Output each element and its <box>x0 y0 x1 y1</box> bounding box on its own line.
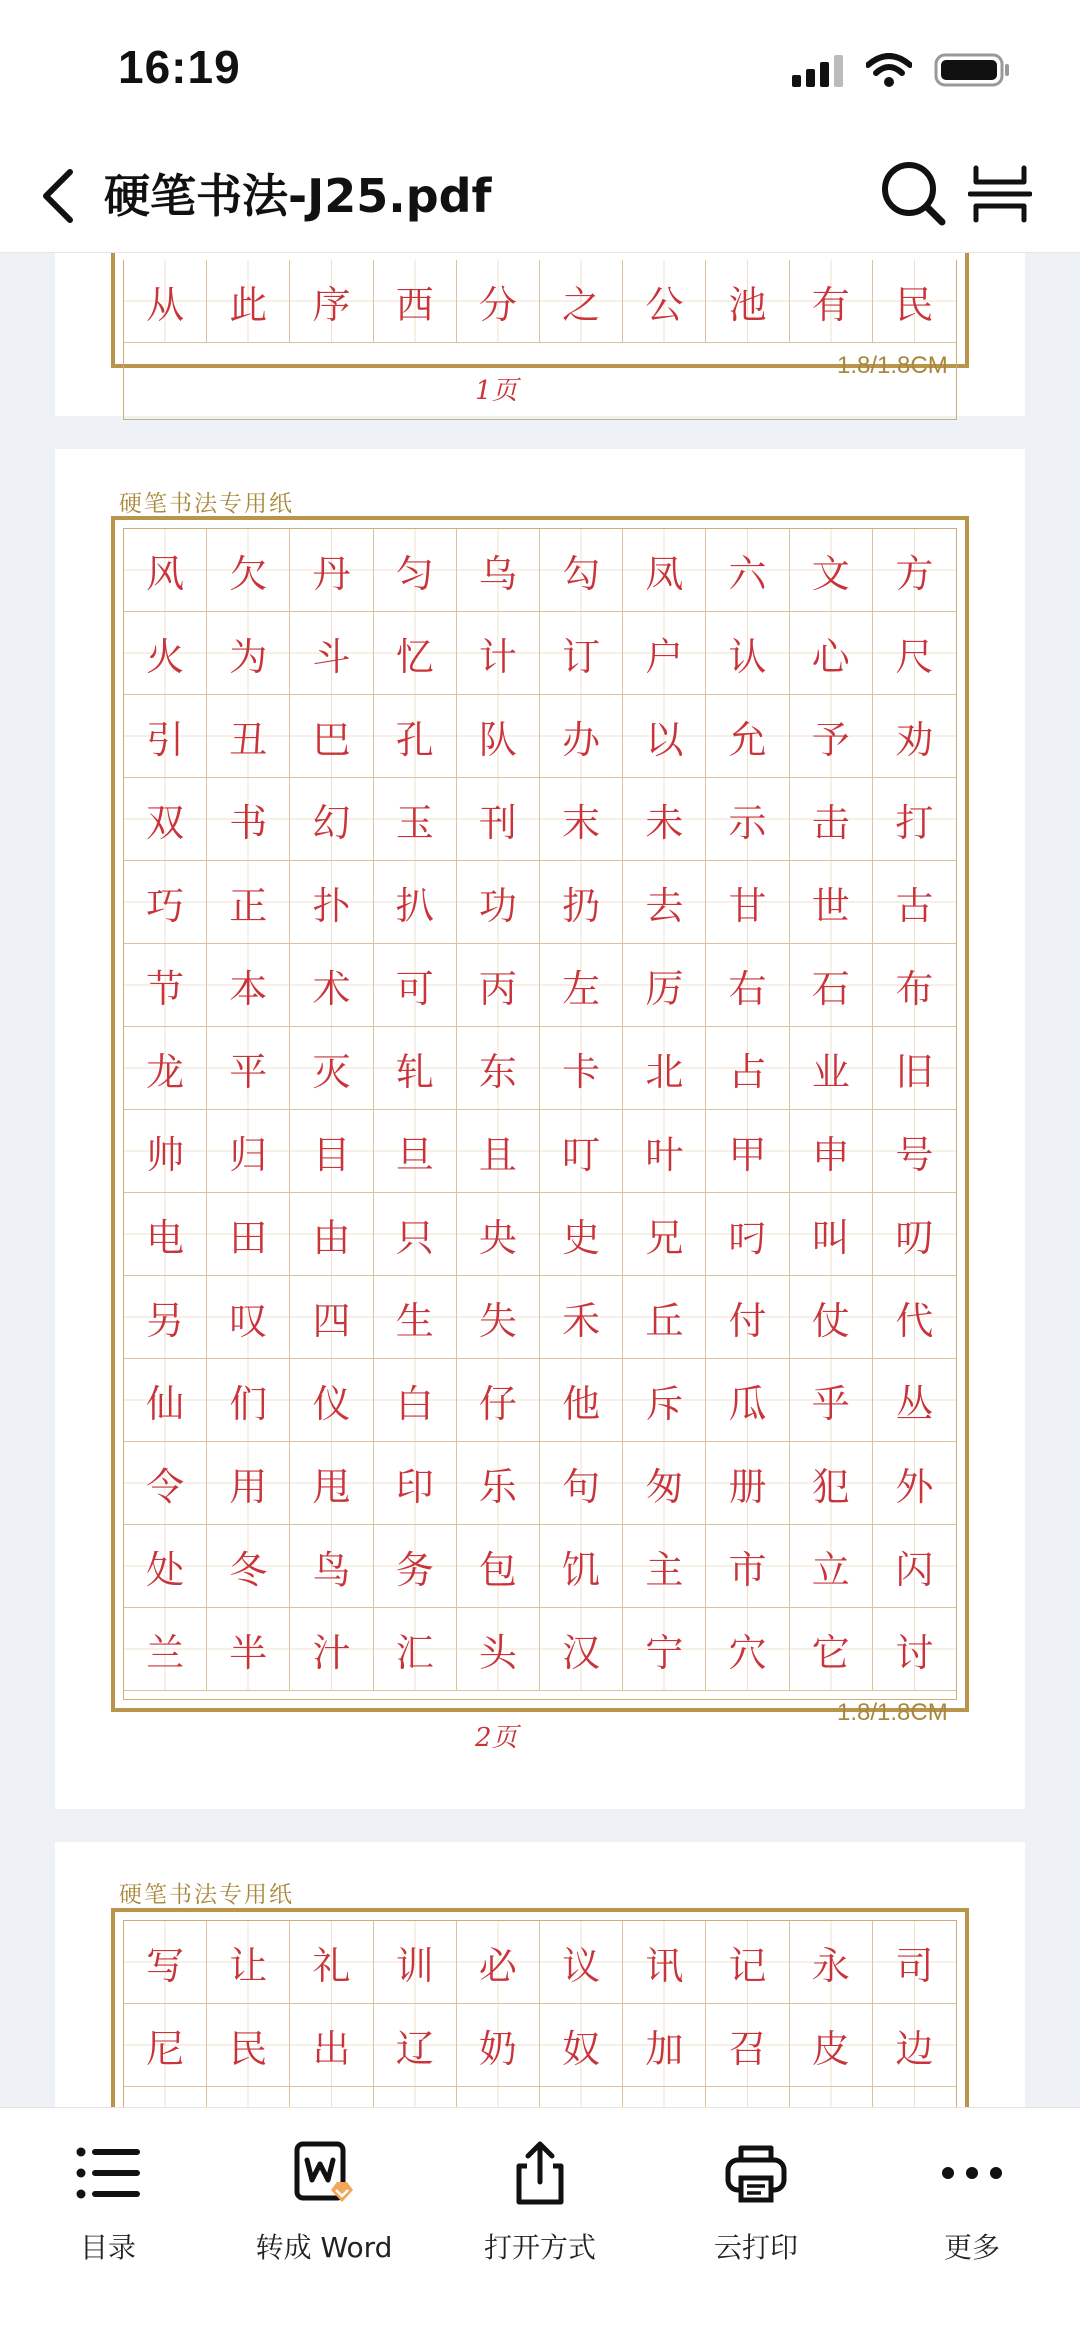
grid-cell: 闪 <box>873 1525 956 1608</box>
grid-row <box>124 2087 956 2107</box>
grid-cell: 西 <box>374 260 457 343</box>
grid-cell: 史 <box>540 1193 623 1276</box>
grid-cell: 皮 <box>790 2004 873 2087</box>
grid-row <box>124 1525 956 1608</box>
grid-cell <box>374 2087 457 2107</box>
grid-cell: 印 <box>374 1442 457 1525</box>
grid-cell: 汇 <box>374 1608 457 1691</box>
page-number: 1页 <box>475 376 518 406</box>
grid-cell: 饥 <box>540 1525 623 1608</box>
grid-cell: 央 <box>457 1193 540 1276</box>
grid-cell: 占 <box>706 1027 789 1110</box>
grid-cell: 轧 <box>374 1027 457 1110</box>
grid-cell: 为 <box>207 612 290 695</box>
grid-cell: 乐 <box>457 1442 540 1525</box>
status-time: 16:19 <box>118 41 241 93</box>
page-header: 硬笔书法专用纸 <box>119 491 294 517</box>
grid-cell: 斥 <box>623 1359 706 1442</box>
grid-cell: 以 <box>623 695 706 778</box>
grid-cell: 巴 <box>290 695 373 778</box>
grid-cell: 奴 <box>540 2004 623 2087</box>
toc-label: 目录 <box>79 2231 136 2264</box>
battery-icon <box>934 52 1010 88</box>
grid-cell: 火 <box>124 612 207 695</box>
grid-cell: 打 <box>873 778 956 861</box>
grid-row <box>124 778 956 861</box>
grid-cell: 从 <box>124 260 207 343</box>
grid-cell: 申 <box>790 1110 873 1193</box>
calligraphy-grid <box>111 252 969 368</box>
grid-cell: 白 <box>374 1359 457 1442</box>
grid-cell: 目 <box>290 1110 373 1193</box>
grid-cell: 此 <box>207 260 290 343</box>
calligraphy-grid <box>111 1908 969 2107</box>
grid-row <box>124 944 956 1027</box>
grid-cell: 叮 <box>540 1110 623 1193</box>
grid-cell: 旦 <box>374 1110 457 1193</box>
grid-cell: 由 <box>290 1193 373 1276</box>
grid-cell: 允 <box>706 695 789 778</box>
grid-cell: 令 <box>124 1442 207 1525</box>
grid-cell: 司 <box>873 1921 956 2004</box>
grid-cell: 兰 <box>124 1608 207 1691</box>
grid-cell: 池 <box>706 260 789 343</box>
grid-cell: 六 <box>706 529 789 612</box>
grid-cell: 勾 <box>540 529 623 612</box>
grid-cell: 禾 <box>540 1276 623 1359</box>
grid-cell: 立 <box>790 1525 873 1608</box>
grid-cell: 冬 <box>207 1525 290 1608</box>
grid-cell: 风 <box>124 529 207 612</box>
grid-cell: 引 <box>124 695 207 778</box>
toc-button[interactable] <box>0 2128 216 2288</box>
grid-cell: 汁 <box>290 1608 373 1691</box>
grid-cell: 业 <box>790 1027 873 1110</box>
grid-cell: 右 <box>706 944 789 1027</box>
open-with-button[interactable] <box>432 2128 648 2288</box>
grid-cell: 尼 <box>124 2004 207 2087</box>
grid-row <box>124 1442 956 1525</box>
grid-cell: 世 <box>790 861 873 944</box>
grid-cell: 四 <box>290 1276 373 1359</box>
grid-cell: 田 <box>207 1193 290 1276</box>
grid-cell: 丙 <box>457 944 540 1027</box>
grid-cell: 代 <box>873 1276 956 1359</box>
grid-cell: 灭 <box>290 1027 373 1110</box>
grid-cell: 付 <box>706 1276 789 1359</box>
grid-cell: 穴 <box>706 1608 789 1691</box>
grid-cell: 头 <box>457 1608 540 1691</box>
cloud-print-label: 云打印 <box>713 2231 798 2264</box>
grid-cell: 心 <box>790 612 873 695</box>
grid-cell: 且 <box>457 1110 540 1193</box>
grid-cell: 们 <box>207 1359 290 1442</box>
grid-cell: 书 <box>207 778 290 861</box>
more-icon <box>935 2136 1009 2210</box>
more-label: 更多 <box>943 2231 1000 2264</box>
grid-cell: 丑 <box>207 695 290 778</box>
wifi-icon <box>866 53 912 87</box>
grid-cell: 布 <box>873 944 956 1027</box>
status-icons <box>792 52 1010 88</box>
grid-cell: 丘 <box>623 1276 706 1359</box>
grid-row <box>124 2004 956 2087</box>
grid-row <box>124 1027 956 1110</box>
grid-cell: 方 <box>873 529 956 612</box>
cellular-signal-icon <box>792 53 844 87</box>
open-with-label: 打开方式 <box>483 2231 596 2264</box>
grid-cell: 写 <box>124 1921 207 2004</box>
grid-cell: 认 <box>706 612 789 695</box>
bottom-toolbar <box>0 2107 1080 2338</box>
page-size-label: 1.8/1.8CM <box>837 352 948 379</box>
grid-cell: 石 <box>790 944 873 1027</box>
grid-cell: 宁 <box>623 1608 706 1691</box>
calligraphy-grid <box>111 516 969 1712</box>
grid-cell: 分 <box>457 260 540 343</box>
grid-cell: 术 <box>290 944 373 1027</box>
grid-cell: 加 <box>623 2004 706 2087</box>
grid-cell: 可 <box>374 944 457 1027</box>
grid-cell: 凤 <box>623 529 706 612</box>
grid-cell: 仙 <box>124 1359 207 1442</box>
grid-cell: 示 <box>706 778 789 861</box>
grid-cell <box>207 2087 290 2107</box>
grid-cell: 厉 <box>623 944 706 1027</box>
grid-cell: 之 <box>540 260 623 343</box>
grid-cell <box>457 2087 540 2107</box>
grid-row <box>124 260 956 343</box>
grid-cell <box>706 2087 789 2107</box>
grid-cell: 扔 <box>540 861 623 944</box>
grid-cell: 扑 <box>290 861 373 944</box>
grid-cell: 叹 <box>207 1276 290 1359</box>
grid-cell: 边 <box>873 2004 956 2087</box>
grid-cell: 处 <box>124 1525 207 1608</box>
grid-cell: 外 <box>873 1442 956 1525</box>
cloud-print-button[interactable] <box>648 2128 864 2288</box>
grid-cell: 他 <box>540 1359 623 1442</box>
grid-cell: 平 <box>207 1027 290 1110</box>
grid-row <box>124 695 956 778</box>
grid-cell: 孔 <box>374 695 457 778</box>
grid-cell: 击 <box>790 778 873 861</box>
grid-cell: 旧 <box>873 1027 956 1110</box>
grid-row <box>124 1193 956 1276</box>
grid-row <box>124 529 956 612</box>
grid-cell: 鸟 <box>290 1525 373 1608</box>
grid-row <box>124 1608 956 1691</box>
grid-cell: 礼 <box>290 1921 373 2004</box>
list-icon <box>71 2136 145 2210</box>
grid-cell: 甘 <box>706 861 789 944</box>
back-icon[interactable] <box>30 162 86 230</box>
grid-cell: 仗 <box>790 1276 873 1359</box>
grid-cell: 玉 <box>374 778 457 861</box>
grid-cell: 奶 <box>457 2004 540 2087</box>
grid-cell: 失 <box>457 1276 540 1359</box>
grid-cell: 汉 <box>540 1608 623 1691</box>
convert-word-label: 转成 Word <box>255 2231 393 2264</box>
grid-cell: 丹 <box>290 529 373 612</box>
grid-cell: 务 <box>374 1525 457 1608</box>
grid-cell: 欠 <box>207 529 290 612</box>
grid-cell: 去 <box>623 861 706 944</box>
grid-cell: 功 <box>457 861 540 944</box>
grid-cell: 序 <box>290 260 373 343</box>
grid-cell: 仔 <box>457 1359 540 1442</box>
grid-cell: 用 <box>207 1442 290 1525</box>
grid-cell: 劝 <box>873 695 956 778</box>
page-header: 硬笔书法专用纸 <box>119 1882 294 1908</box>
grid-cell: 叫 <box>790 1193 873 1276</box>
grid-cell <box>540 2087 623 2107</box>
grid-cell: 议 <box>540 1921 623 2004</box>
grid-row <box>124 1921 956 2004</box>
grid-cell: 召 <box>706 2004 789 2087</box>
grid-cell: 节 <box>124 944 207 1027</box>
printer-icon <box>719 2136 793 2210</box>
status-bar <box>0 0 1080 140</box>
pdf-page-2 <box>55 449 1025 1809</box>
grid-cell: 民 <box>207 2004 290 2087</box>
grid-cell: 民 <box>873 260 956 343</box>
share-icon <box>503 2136 577 2210</box>
grid-cell: 叼 <box>706 1193 789 1276</box>
pdf-viewer[interactable] <box>0 252 1080 2107</box>
grid-row <box>124 861 956 944</box>
grid-cell <box>623 2087 706 2107</box>
grid-cell: 公 <box>623 260 706 343</box>
convert-word-button[interactable] <box>216 2128 432 2288</box>
grid-cell: 斗 <box>290 612 373 695</box>
grid-cell: 古 <box>873 861 956 944</box>
grid-cell: 叨 <box>873 1193 956 1276</box>
grid-cell: 龙 <box>124 1027 207 1110</box>
grid-cell: 卡 <box>540 1027 623 1110</box>
fullscreen-icon[interactable] <box>968 162 1032 226</box>
grid-cell: 必 <box>457 1921 540 2004</box>
pdf-page-3 <box>55 1842 1025 2107</box>
grid-row <box>124 612 956 695</box>
grid-cell: 东 <box>457 1027 540 1110</box>
grid-cell: 记 <box>706 1921 789 2004</box>
search-icon[interactable] <box>878 158 948 228</box>
grid-cell <box>790 2087 873 2107</box>
grid-cell: 刊 <box>457 778 540 861</box>
grid-cell: 幻 <box>290 778 373 861</box>
grid-cell: 电 <box>124 1193 207 1276</box>
grid-inner <box>123 528 957 1700</box>
grid-cell: 讯 <box>623 1921 706 2004</box>
grid-cell: 归 <box>207 1110 290 1193</box>
grid-cell: 尺 <box>873 612 956 695</box>
grid-cell: 另 <box>124 1276 207 1359</box>
grid-cell: 主 <box>623 1525 706 1608</box>
page-number: 2页 <box>475 1723 518 1753</box>
grid-cell <box>124 2087 207 2107</box>
grid-cell: 辽 <box>374 2004 457 2087</box>
grid-cell: 册 <box>706 1442 789 1525</box>
grid-cell: 文 <box>790 529 873 612</box>
grid-cell: 包 <box>457 1525 540 1608</box>
grid-row <box>124 1359 956 1442</box>
grid-cell: 号 <box>873 1110 956 1193</box>
grid-cell: 半 <box>207 1608 290 1691</box>
grid-cell: 订 <box>540 612 623 695</box>
grid-cell: 甲 <box>706 1110 789 1193</box>
pdf-page-1 <box>55 252 1025 416</box>
grid-inner <box>123 260 957 420</box>
grid-cell <box>290 2087 373 2107</box>
grid-row <box>124 1276 956 1359</box>
grid-cell: 户 <box>623 612 706 695</box>
grid-cell: 兄 <box>623 1193 706 1276</box>
grid-cell: 本 <box>207 944 290 1027</box>
grid-cell: 丛 <box>873 1359 956 1442</box>
grid-cell: 让 <box>207 1921 290 2004</box>
grid-cell: 扒 <box>374 861 457 944</box>
grid-cell: 出 <box>290 2004 373 2087</box>
grid-cell: 巧 <box>124 861 207 944</box>
page-size-label: 1.8/1.8CM <box>837 1699 948 1726</box>
grid-cell: 匀 <box>374 529 457 612</box>
grid-cell: 它 <box>790 1608 873 1691</box>
grid-cell: 末 <box>540 778 623 861</box>
grid-cell: 北 <box>623 1027 706 1110</box>
grid-cell: 乎 <box>790 1359 873 1442</box>
grid-cell: 仪 <box>290 1359 373 1442</box>
grid-cell: 叶 <box>623 1110 706 1193</box>
grid-cell: 双 <box>124 778 207 861</box>
grid-cell: 匆 <box>623 1442 706 1525</box>
grid-cell: 左 <box>540 944 623 1027</box>
grid-cell: 未 <box>623 778 706 861</box>
grid-cell: 队 <box>457 695 540 778</box>
grid-cell: 市 <box>706 1525 789 1608</box>
grid-cell: 训 <box>374 1921 457 2004</box>
grid-cell: 句 <box>540 1442 623 1525</box>
document-title: 硬笔书法-J25.pdf <box>104 169 492 223</box>
grid-cell: 永 <box>790 1921 873 2004</box>
grid-row <box>124 1110 956 1193</box>
grid-cell: 甩 <box>290 1442 373 1525</box>
grid-cell <box>873 2087 956 2107</box>
grid-cell: 乌 <box>457 529 540 612</box>
grid-cell: 予 <box>790 695 873 778</box>
grid-cell: 帅 <box>124 1110 207 1193</box>
nav-bar <box>0 140 1080 253</box>
grid-cell: 正 <box>207 861 290 944</box>
grid-cell: 生 <box>374 1276 457 1359</box>
grid-cell: 瓜 <box>706 1359 789 1442</box>
word-convert-icon <box>287 2136 361 2210</box>
grid-inner <box>123 1920 957 2107</box>
grid-cell: 有 <box>790 260 873 343</box>
more-button[interactable] <box>864 2128 1080 2288</box>
grid-cell: 只 <box>374 1193 457 1276</box>
grid-cell: 讨 <box>873 1608 956 1691</box>
grid-cell: 忆 <box>374 612 457 695</box>
grid-cell: 犯 <box>790 1442 873 1525</box>
grid-cell: 办 <box>540 695 623 778</box>
grid-cell: 计 <box>457 612 540 695</box>
